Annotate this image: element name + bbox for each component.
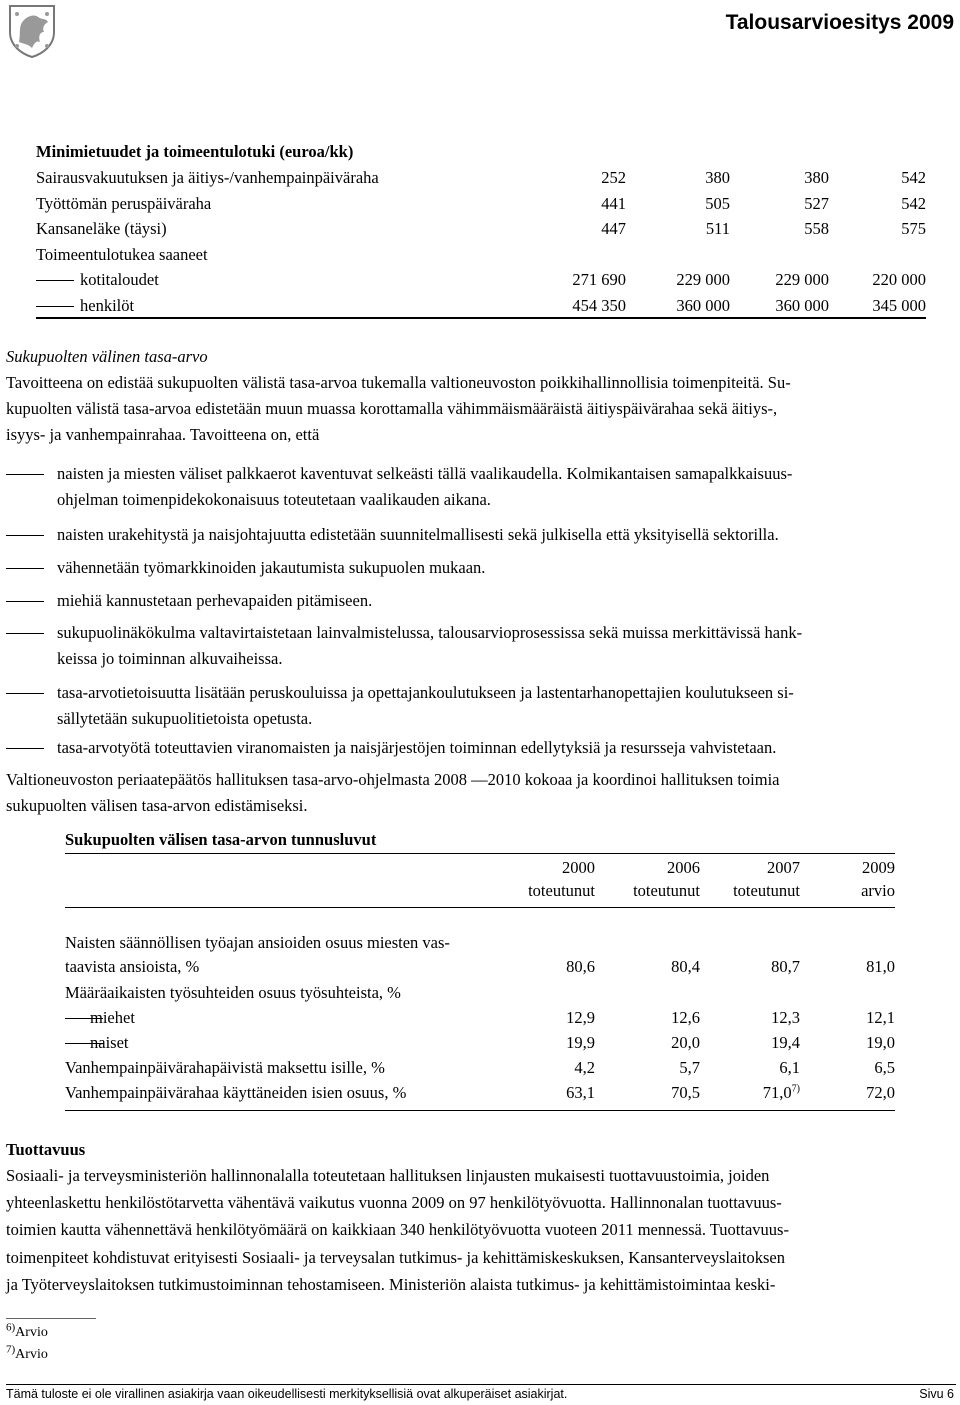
bullet-dash — [6, 748, 44, 749]
kpi-cell: 20,0 — [671, 1033, 700, 1052]
min-table-cell: 271 690 — [572, 270, 626, 289]
min-table-cell: 441 — [601, 193, 626, 213]
kpi-cell: 4,2 — [574, 1058, 595, 1077]
footnote-text: Arvio — [15, 1347, 48, 1362]
footnote-separator — [6, 1318, 96, 1319]
kpi-column-year: 2000 — [562, 858, 595, 877]
kpi-cell: 12,6 — [671, 1008, 700, 1027]
kpi-row-label: miehet — [90, 1008, 135, 1027]
kpi-cell: 6,1 — [779, 1058, 800, 1077]
kpi-cell: 81,0 — [866, 957, 895, 976]
min-table-heading: Minimietuudet ja toimeentulotuki (euroa/kk) — [36, 142, 354, 161]
footnote — [6, 1343, 48, 1364]
kpi-cell: 12,9 — [566, 1008, 595, 1027]
min-table-cell: 527 — [804, 193, 829, 213]
equality-goal-line: tasa-arvotyötä toteuttavien viranomaisten ja naisjärjestöjen toiminnan edellytyksiä ja resursseja vahvistetaan. — [57, 738, 777, 757]
productivity-line: toimien kautta vähennettävä henkilötyömäärä on kaikkiaan 340 henkilötyövuotta vuoteen 2011 mennessä. Tuottavuus- — [6, 1220, 789, 1240]
equality-goal-line: sällytetään sukupuolitietoista opetusta. — [57, 709, 313, 728]
kpi-cell: 6,5 — [874, 1058, 895, 1077]
kpi-column-year: 2009 — [862, 858, 895, 877]
min-table-bottom-rule — [36, 317, 926, 319]
productivity-line: Sosiaali- ja terveysministeriön hallinnonalalla toteutetaan hallituksen linjausten mukaisesti tuottavuustoimia, joiden — [6, 1166, 770, 1185]
footnote-mark: 7) — [6, 1343, 16, 1356]
kpi-column-status: arvio — [861, 881, 895, 900]
kpi-cell — [763, 1080, 800, 1106]
bullet-dash — [6, 474, 44, 475]
min-table-row-label: Toimeentulotukea saaneet — [36, 244, 208, 264]
min-table-cell: 447 — [601, 219, 626, 238]
min-table-cell: 575 — [901, 219, 926, 238]
min-table-cell: 220 000 — [872, 270, 926, 289]
min-table-cell: 558 — [804, 219, 829, 238]
kpi-column-status: toteutunut — [633, 881, 700, 900]
kpi-table-heading: Sukupuolten välisen tasa-arvon tunnusluvut — [65, 830, 377, 849]
kpi-column-status: toteutunut — [733, 881, 800, 900]
kpi-cell-value: 71,0 — [762, 1083, 792, 1102]
equality-goal-line: vähennetään työmarkkinoiden jakautumista sukupuolen mukaan. — [57, 558, 486, 577]
equality-goal-line: sukupuolinäkökulma valtavirtaistetaan lainvalmistelussa, talousarvioprosessissa sekä muissa merkittävissä hank- — [57, 623, 803, 642]
page-number: Sivu 6 — [919, 1387, 954, 1401]
min-table-row-label: henkilöt — [80, 295, 135, 315]
equality-closing-line-1: Valtioneuvoston periaatepäätös hallituksen tasa-arvo-ohjelmasta 2008 —2010 kokoaa ja koordinoi hallituksen toimia — [6, 770, 780, 789]
kpi-column-year: 2007 — [767, 858, 800, 877]
kpi-row-label: Vanhempainpäivärahapäivistä maksettu isille, % — [65, 1058, 385, 1077]
equality-goal-line: keissa jo toiminnan alkuvaiheissa. — [57, 649, 283, 668]
kpi-table-bottom-rule — [65, 1110, 895, 1111]
kpi-cell: 63,1 — [566, 1083, 595, 1102]
min-table-row-label: Sairausvakuutuksen ja äitiys-/vanhempainpäiväraha — [36, 168, 379, 187]
footnote-text: Arvio — [15, 1325, 48, 1340]
kpi-cell: 19,4 — [771, 1033, 800, 1052]
min-table-cell: 454 350 — [572, 295, 626, 315]
footnote-reference: 7) — [791, 1083, 800, 1095]
min-table-cell: 505 — [705, 193, 730, 213]
equality-goal-line: naisten urakehitystä ja naisjohtajuutta edistetään suunnitelmallisesti sekä julkisella että yksityisellä sektorilla. — [57, 525, 779, 544]
min-table-cell: 380 — [804, 168, 829, 187]
min-table-row-label: kotitaloudet — [80, 270, 159, 289]
kpi-row-label: Vanhempainpäivärahaa käyttäneiden isien osuus, % — [65, 1083, 407, 1102]
kpi-column-status: toteutunut — [528, 881, 595, 900]
min-table-cell: 511 — [705, 219, 730, 238]
kpi-cell: 80,6 — [566, 957, 595, 976]
kpi-row-label: taavista ansioista, % — [65, 957, 200, 976]
kpi-cell: 5,7 — [679, 1058, 700, 1077]
equality-goal-line: naisten ja miesten väliset palkkaerot kaventuvat selkeästi tällä vaalikaudella. Kolmikantaisen samapalkkaisuus- — [57, 464, 793, 483]
equality-goal-line: tasa-arvotietoisuutta lisätään peruskouluissa ja opettajankoulutukseen ja lastentarhanopettajien koulutukseen si- — [57, 683, 794, 702]
equality-goal-line: ohjelman toimenpidekokonaisuus toteutetaan vaalikauden aikana. — [57, 490, 491, 509]
bullet-dash — [6, 693, 44, 694]
document-title: Talousarvioesitys 2009 — [725, 11, 954, 34]
productivity-line: ja Työterveyslaitoksen tutkimustoiminnan tehostamiseen. Ministeriön alaista tutkimus- ja kehittämistoimintaa keski- — [6, 1274, 776, 1294]
row-dash-marker — [36, 306, 74, 307]
equality-goal-line: miehiä kannustetaan perhevapaiden pitämiseen. — [57, 591, 373, 610]
equality-intro-line-2: kupuolten välistä tasa-arvoa edistetään muun muassa korottamalla vähimmäismääräistä äitiyspäivärahaa sekä äitiys-, — [6, 399, 778, 418]
min-table-cell: 360 000 — [676, 295, 730, 315]
row-dash-marker — [36, 280, 74, 281]
equality-heading: Sukupuolten välinen tasa-arvo — [6, 347, 208, 366]
equality-intro-line-1: Tavoitteena on edistää sukupuolten välistä tasa-arvoa tukemalla valtioneuvoston poikkihallinnollisia toimenpiteitä. Su- — [6, 373, 791, 392]
kpi-row-label: Naisten säännöllisen työajan ansioiden osuus miesten vas- — [65, 933, 450, 952]
kpi-table-header-rule — [65, 907, 895, 908]
min-table-row-label: Työttömän peruspäiväraha — [36, 193, 212, 213]
bullet-dash — [6, 535, 44, 536]
equality-intro-line-3: isyys- ja vanhempainrahaa. Tavoitteena on, että — [6, 425, 320, 444]
footnote-mark: 6) — [6, 1321, 16, 1334]
kpi-row-label: Määräaikaisten työsuhteiden osuus työsuhteista, % — [65, 983, 401, 1002]
bullet-dash — [6, 568, 44, 569]
footer-notice: Tämä tuloste ei ole virallinen asiakirja vaan oikeudellisesti merkityksellisiä ovat alkuperäiset asiakirjat. — [6, 1387, 568, 1401]
kpi-cell: 80,4 — [671, 957, 700, 976]
min-table-cell: 380 — [705, 168, 730, 187]
min-table-cell: 542 — [901, 168, 926, 187]
kpi-cell: 12,1 — [866, 1008, 895, 1027]
kpi-cell: 70,5 — [671, 1083, 700, 1102]
kpi-column-year: 2006 — [667, 858, 700, 877]
bullet-dash — [6, 601, 44, 602]
min-table-cell: 360 000 — [775, 295, 829, 315]
kpi-cell: 72,0 — [866, 1083, 895, 1102]
kpi-table-top-rule — [65, 853, 895, 854]
productivity-line: toimenpiteet kohdistuvat erityisesti Sosiaali- ja terveysalan tutkimus- ja kehittämiskeskuksen, Kansanterveyslaitoksen — [6, 1247, 785, 1267]
min-table-cell: 252 — [601, 168, 626, 187]
equality-closing-line-2: sukupuolten välisen tasa-arvon edistämiseksi. — [6, 796, 308, 815]
coat-of-arms-emblem — [6, 2, 58, 58]
min-table-cell: 229 000 — [775, 270, 829, 289]
kpi-cell: 80,7 — [771, 957, 800, 976]
min-table-cell: 345 000 — [872, 295, 926, 315]
kpi-cell: 19,0 — [866, 1033, 895, 1052]
kpi-row-label: naiset — [90, 1033, 129, 1052]
kpi-cell: 19,9 — [566, 1033, 595, 1052]
productivity-line: yhteenlaskettu henkilöstötarvetta vähentävä vaikutus vuonna 2009 on 97 henkilötyövuotta. Hallinnonalan tuottavuus- — [6, 1193, 782, 1213]
bullet-dash — [6, 633, 44, 634]
footer-rule — [6, 1384, 956, 1385]
min-table-row-label: Kansaneläke (täysi) — [36, 219, 167, 238]
min-table-cell: 229 000 — [676, 270, 730, 289]
kpi-cell: 12,3 — [771, 1008, 800, 1027]
productivity-heading: Tuottavuus — [6, 1140, 86, 1159]
min-table-cell: 542 — [901, 193, 926, 213]
footnote — [6, 1321, 48, 1342]
